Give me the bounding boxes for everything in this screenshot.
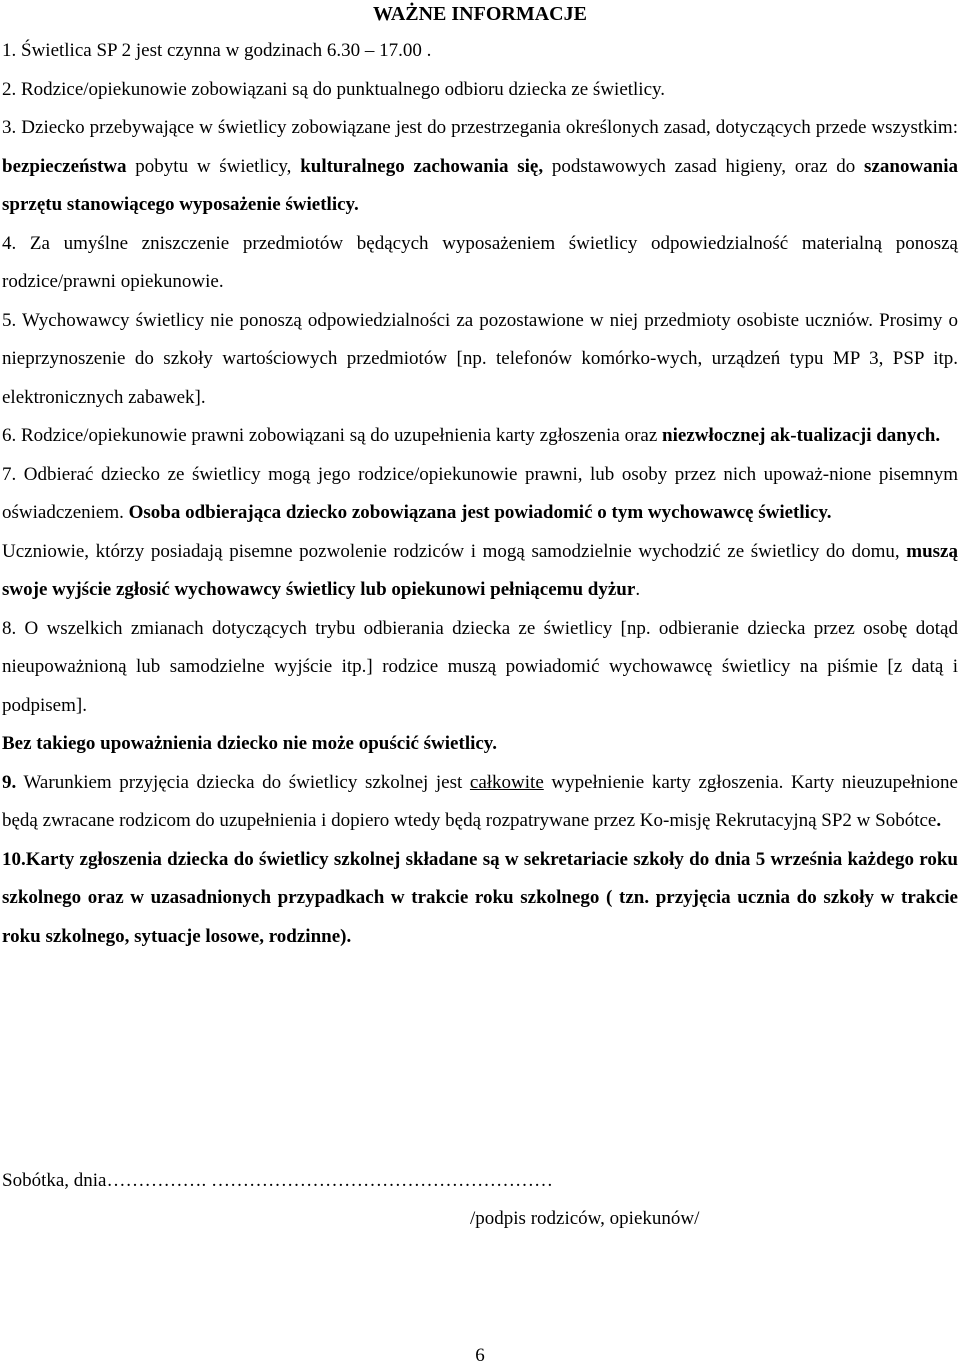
- rule-1: 1. Świetlica SP 2 jest czynna w godzinach 6.30 – 17.00 .: [2, 40, 432, 61]
- rule-9-underlined: całkowite: [469, 771, 544, 793]
- rule-3-bold-behavior: kulturalnego zachowania się,: [300, 155, 544, 177]
- signature-caption: /podpis rodziców, opiekunów/: [470, 1208, 700, 1229]
- rule-9-number: 9.: [2, 771, 17, 793]
- rule-7-students-period: .: [635, 579, 641, 600]
- place-date-line: Sobótka, dnia……………. ………………………………………………: [2, 1170, 553, 1191]
- rule-8-bold: [2, 725, 958, 764]
- rule-7-students: [2, 533, 958, 610]
- rule-7-bold: Osoba odbierająca dziecko zobowiązana jest powiadomić o tym wychowawcę świetlicy.: [128, 502, 832, 523]
- rule-3-text-c: podstawowych zasad higieny, oraz do: [543, 155, 865, 177]
- rule-7-students-bold: muszą swoje wyjście zgłosić wychowawcy świetlicy lub opiekunowi pełniącemu dyżur: [2, 540, 958, 600]
- rule-9-text-b: wypełnienie karty zgłoszenia. Karty nieuzupełnione będą zwracane rodzicom do uzupełnienia i dopiero wtedy będą rozpatrywane przez Ko-misję Rekrutacyjną SP2 w Sobótce: [2, 771, 958, 831]
- rule-7-students-text: Uczniowie, którzy posiadają pisemne pozwolenie rodziców i mogą samodzielnie wychodzić ze świetlicy do domu,: [2, 540, 907, 562]
- rule-3: [2, 109, 958, 225]
- document-body: [2, 32, 958, 956]
- rule-3-bold-safety: bezpieczeństwa: [2, 155, 127, 177]
- rule-3-bold-equipment: szanowania sprzętu stanowiącego wyposażenie świetlicy.: [2, 155, 959, 215]
- rule-9-period: .: [936, 810, 942, 831]
- rule-6-bold: niezwłocznej ak-tualizacji danych.: [662, 425, 941, 446]
- page-number: 6: [475, 1345, 485, 1366]
- rule-8: 8. O wszelkich zmianach dotyczących trybu odbierania dziecka ze świetlicy [np. odbieranie dziecka przez osobę dotąd nieupoważnioną lub samodzielne wyjście itp.] rodzice muszą powiadomić wychowawcę świetlicy na piśmie [z datą i podpisem].: [2, 617, 958, 716]
- page-title: WAŻNE INFORMACJE: [373, 3, 587, 25]
- rule-4: 4. Za umyślne zniszczenie przedmiotów będących wyposażeniem świetlicy odpowiedzialność materialną ponoszą rodzice/prawni opiekunowie.: [2, 232, 958, 292]
- rule-7: [2, 456, 958, 533]
- rule-5: 5. Wychowawcy świetlicy nie ponoszą odpowiedzialności za pozostawione w niej przedmioty osobiste uczniów. Prosimy o nieprzynoszenie do szkoły wartościowych przedmiotów [np. telefonów komórko-wych, urządzeń typu MP 3, PSP itp. elektronicznych zabawek].: [2, 309, 958, 408]
- rule-10-bold: 10.Karty zgłoszenia dziecka do świetlicy szkolnej składane są w sekretariacie szkoły do dnia 5 września każdego roku szkolnego oraz w uzasadnionych przypadkach w trakcie roku szkolnego ( tzn. przyjęcia ucznia do szkoły w trakcie roku szkolnego, sytuacje losowe, rodzinne).: [2, 848, 958, 947]
- rule-2: 2. Rodzice/opiekunowie zobowiązani są do punktualnego odbioru dziecka ze świetlicy.: [2, 78, 666, 100]
- rule-10: [2, 841, 958, 957]
- rule-3-text-a: 3. Dziecko przebywające w świetlicy zobowiązane jest do przestrzegania określonych zasad, dotyczących przede wszystkim:: [2, 117, 958, 138]
- rule-6-text: 6. Rodzice/opiekunowie prawni zobowiązani są do uzupełnienia karty zgłoszenia oraz: [2, 425, 663, 446]
- rule-9-text-a: Warunkiem przyjęcia dziecka do świetlicy szkolnej jest: [16, 771, 470, 793]
- rule-3-text-b: pobytu w świetlicy,: [126, 155, 301, 177]
- rule-9: [2, 764, 958, 841]
- rule-7-text: 7. Odbierać dziecko ze świetlicy mogą jego rodzice/opiekunowie prawni, lub osoby przez nich upoważ-nione pisemnym oświadczeniem.: [2, 463, 958, 523]
- rule-8-bold-text: Bez takiego upoważnienia dziecko nie może opuścić świetlicy.: [2, 733, 498, 754]
- rule-6: [2, 417, 958, 456]
